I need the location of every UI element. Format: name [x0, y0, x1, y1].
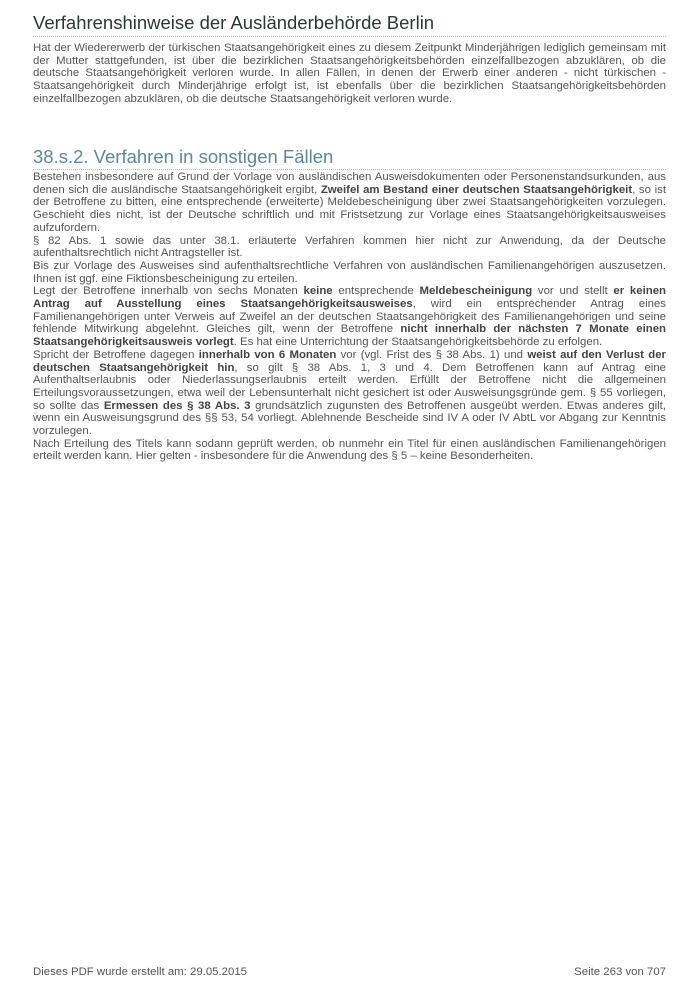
- paragraph-6: Nach Erteilung des Titels kann sodann geprüft werden, ob nunmehr ein Titel für einen ausländischen Familienangehörigen erteilt werden kann. Hier gelten - insbesondere für die Anwendung des § 5 – keine Besonderheiten.: [33, 437, 666, 463]
- intro-text: [33, 42, 666, 106]
- footer-created-date: Dieses PDF wurde erstellt am: 29.05.2015: [33, 966, 247, 978]
- paragraph-3: Bis zur Vorlage des Ausweises sind aufenthaltsrechtliche Verfahren von ausländischen Familienangehörigen auszusetzen. Ihnen ist ggf. eine Fiktionsbescheinigung zu erteilen.: [33, 259, 666, 285]
- paragraph-2: § 82 Abs. 1 sowie das unter 38.1. erläuterte Verfahren kommen hier nicht zur Anwendung, da der Deutsche aufenthaltsrechtlich nicht Antragsteller ist.: [33, 234, 666, 260]
- header-divider: [33, 36, 666, 37]
- paragraph-4: Legt der Betroffene innerhalb von sechs Monaten keine entsprechende Meldebescheinigung vor und stellt er keinen Antrag auf Ausstellung eines Staatsangehörigkeitsausweises, wird ein entsprechender Antrag eines Familienangehörigen unter Verweis auf Zweifel an der deutschen Staatsangehörigkeit des Familienangehörigen und seine fehlende Mitwirkung abgelehnt. Gleiches gilt, wenn der Betroffene nicht innerhalb der nächsten 7 Monate einen Staatsangehörigkeitsausweis vorlegt. Es hat eine Unterrichtung der Staatsangehörigkeitsbehörde zu erfolgen.: [33, 285, 666, 349]
- paragraph-5: Spricht der Betroffene dagegen innerhalb von 6 Monaten vor (vgl. Frist des § 38 Abs. 1) und weist auf den Verlust der deutschen Staatsangehörigkeit hin, so gilt § 38 Abs. 1, 3 und 4. Dem Betroffenen kann auf Antrag eine Aufenthaltserlaubnis oder Niederlassungserlaubnis erteilt werden. Erfüllt der Betroffene nicht die allgemeinen Erteilungsvoraussetzungen, etwa weil der Lebensunterhalt nicht gesichert ist oder Ausweisungsgründe gem. § 55 vorliegen, so sollte das Ermessen des § 38 Abs. 3 grundsätzlich zugunsten des Betroffenen ausgeübt werden. Etwas anderes gilt, wenn ein Ausweisungsgrund des §§ 53, 54 vorliegt. Ablehnende Bescheide sind IV A oder IV AbtL vor Abgang zur Kenntnis vorzulegen.: [33, 348, 667, 438]
- page-header-title: Verfahrenshinweise der Ausländerbehörde Berlin: [33, 12, 435, 33]
- footer-page-number: Seite 263 von 707: [574, 966, 666, 978]
- section-divider: [33, 169, 666, 170]
- paragraph-1: Bestehen insbesondere auf Grund der Vorlage von ausländischen Ausweisdokumenten oder Personenstandsurkunden, aus denen sich die ausländische Staatsangehörigkeit ergibt, Zweifel am Bestand einer deutschen Staatsangehörigkeit, so ist der Betroffene zu bitten, eine entsprechende (erweiterte) Meldebescheinigung über zwei Staatsangehörigkeiten vorzulegen. Geschieht dies nicht, ist der Deutsche schriftlich und mit Fristsetzung zur Vorlage eines Staatsangehörigkeitsausweises aufzufordern.: [33, 171, 666, 234]
- intro-paragraph: Hat der Wiedererwerb der türkischen Staatsangehörigkeit eines zu diesem Zeitpunkt Minderjährigen lediglich gemeinsam mit der Mutter stattgefunden, ist über die bezirklichen Staatsangehörigkeitsbehörden einzelfallbezogen abzuklären, ob die deutsche Staatsangehörigkeit verloren wurde. In allen Fällen, in denen der Erwerb einer anderen - nicht türkischen - Staatsangehörigkeit durch Minderjährige erfolgt ist, ist ebenfalls über die bezirklichen Staatsangehörigkeitsbehörden einzelfallbezogen abzuklären, ob die deutsche Staatsangehörigkeit verloren wurde.: [33, 42, 666, 105]
- section-body: [33, 171, 666, 463]
- section-heading: 38.s.2. Verfahren in sonstigen Fällen: [33, 146, 334, 167]
